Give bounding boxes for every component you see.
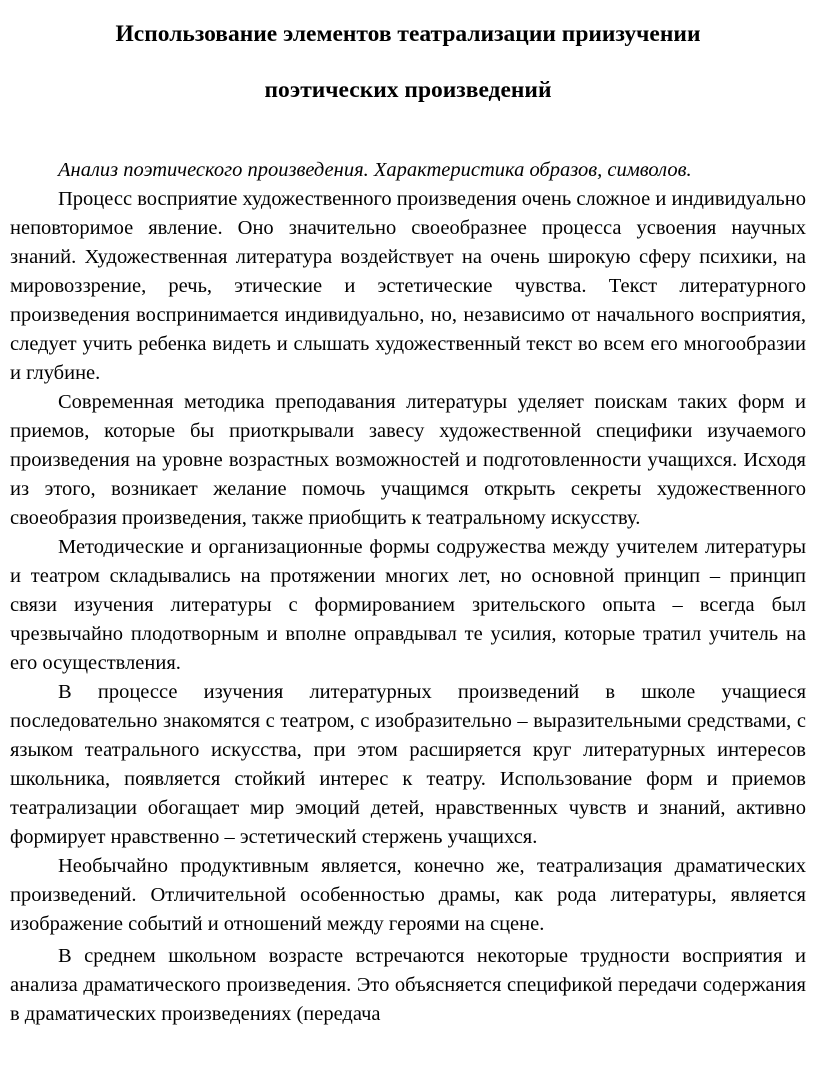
paragraph: В процессе изучения литературных произведений в школе учащиеся последовательно знакомятся с театром, с изобразительно – выразительными средствами, с языком театрального искусства, при этом расширяется круг литературных интересов школьника, появляется стойкий интерес к театру. Использование форм и приемов театрализации обогащает мир эмоций детей, нравственных чувств и знаний, активно формирует нравственно – эстетический стержень учащихся.: [10, 681, 806, 848]
paragraph: Необычайно продуктивным является, конечно же, театрализация драматических произведений. Отличительной особенностью драмы, как рода литературы, является изображение событий и отношений между героями на сцене.: [10, 855, 806, 935]
paragraph: Процесс восприятие художественного произведения очень сложное и индивидуально неповторимое явление. Оно значительно своеобразнее процесса усвоения научных знаний. Художественная литература воздействует на очень широкую сферу психики, на мировоззрение, речь, этические и эстетические чувства. Текст литературного произведения воспринимается индивидуально, но, независимо от начального восприятия, следует учить ребенка видеть и слышать художественный текст во всем его многообразии и глубине.: [10, 188, 806, 384]
paragraph: Методические и организационные формы содружества между учителем литературы и театром складывались на протяжении многих лет, но основной принцип – принцип связи изучения литературы с формированием зрительского опыта – всегда был чрезвычайно плодотворным и вполне оправдывал те усилия, которые тратил учитель на его осуществления.: [10, 536, 806, 674]
paragraph: В среднем школьном возрасте встречаются некоторые трудности восприятия и анализа драматического произведения. Это объясняется спецификой передачи содержания в драматических произведениях (передача: [10, 945, 806, 1025]
title-line-1: Использование элементов театрализации приизучении: [115, 21, 701, 47]
title-line-2: поэтических произведений: [264, 77, 552, 103]
document-title: [10, 6, 806, 118]
section-subtitle: Анализ поэтического произведения. Характеристика образов, символов.: [58, 159, 692, 181]
document-page: [10, 6, 806, 1029]
paragraph: Современная методика преподавания литературы уделяет поискам таких форм и приемов, которые бы приоткрывали завесу художественной специфики изучаемого произведения на уровне возрастных возможностей и подготовленности учащихся. Исходя из этого, возникает желание помочь учащимся открыть секреты художественного своеобразия произведения, также приобщить к театральному искусству.: [10, 391, 806, 529]
